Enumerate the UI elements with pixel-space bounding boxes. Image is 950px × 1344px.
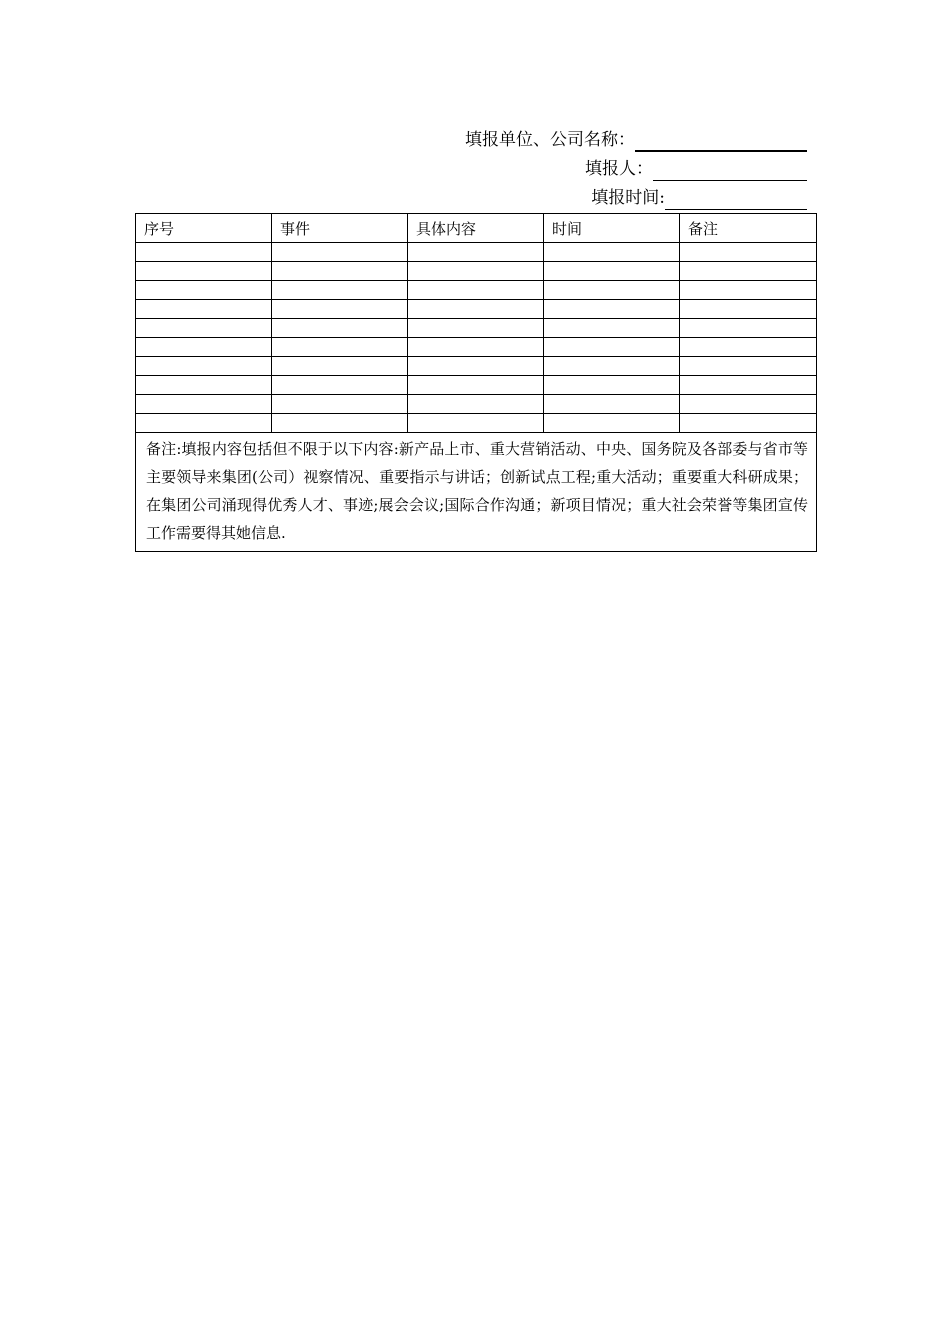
- table-cell-event[interactable]: [272, 319, 408, 338]
- table-cell-serial[interactable]: [136, 243, 272, 262]
- table-cell-serial[interactable]: [136, 395, 272, 414]
- table-row: [136, 300, 817, 319]
- table-body: [136, 243, 817, 433]
- table-row: [136, 243, 817, 262]
- table-cell-remarks[interactable]: [680, 376, 817, 395]
- table-cell-time[interactable]: [544, 319, 680, 338]
- table-cell-event[interactable]: [272, 281, 408, 300]
- table-cell-time[interactable]: [544, 357, 680, 376]
- column-header-content: 具体内容: [408, 214, 544, 243]
- table-cell-content[interactable]: [408, 281, 544, 300]
- table-cell-remarks[interactable]: [680, 338, 817, 357]
- table-cell-serial[interactable]: [136, 281, 272, 300]
- table-cell-time[interactable]: [544, 395, 680, 414]
- report-time-blank[interactable]: [665, 191, 807, 210]
- note-text: 备注:填报内容包括但不限于以下内容:新产品上市、重大营销活动、中央、国务院及各部委与省市等主要领导来集团(公司）视察情况、重要指示与讲话；创新试点工程;重大活动；重要重大科研成果；在集团公司涌现得优秀人才、事迹;展会会议;国际合作沟通；新项目情况；重大社会荣誉等集团宣传工作需要得其她信息.: [136, 433, 817, 552]
- column-header-serial: 序号: [136, 214, 272, 243]
- table-cell-content[interactable]: [408, 338, 544, 357]
- table-cell-event[interactable]: [272, 338, 408, 357]
- table-header-row: [136, 214, 817, 243]
- table-cell-serial[interactable]: [136, 300, 272, 319]
- table-cell-content[interactable]: [408, 319, 544, 338]
- table-cell-remarks[interactable]: [680, 319, 817, 338]
- table-cell-event[interactable]: [272, 243, 408, 262]
- table-cell-event[interactable]: [272, 376, 408, 395]
- table-cell-content[interactable]: [408, 243, 544, 262]
- table-cell-remarks[interactable]: [680, 262, 817, 281]
- table-cell-serial[interactable]: [136, 319, 272, 338]
- note-row: [136, 433, 817, 552]
- company-name-line: [465, 128, 807, 152]
- table-row: [136, 357, 817, 376]
- table-row: [136, 319, 817, 338]
- company-name-label: 填报单位、公司名称：: [465, 130, 635, 150]
- reporter-label: 填报人：: [585, 159, 653, 179]
- table-cell-time[interactable]: [544, 376, 680, 395]
- table-cell-time[interactable]: [544, 414, 680, 433]
- table-cell-event[interactable]: [272, 262, 408, 281]
- reporter-blank[interactable]: [653, 162, 807, 181]
- table-cell-serial[interactable]: [136, 357, 272, 376]
- table-cell-event[interactable]: [272, 300, 408, 319]
- table-row: [136, 338, 817, 357]
- table-cell-remarks[interactable]: [680, 357, 817, 376]
- table-cell-time[interactable]: [544, 243, 680, 262]
- table-row: [136, 376, 817, 395]
- table-cell-remarks[interactable]: [680, 395, 817, 414]
- column-header-time: 时间: [544, 214, 680, 243]
- table-row: [136, 395, 817, 414]
- table-cell-remarks[interactable]: [680, 414, 817, 433]
- table-cell-time[interactable]: [544, 338, 680, 357]
- table-cell-remarks[interactable]: [680, 243, 817, 262]
- table-row: [136, 414, 817, 433]
- table-cell-serial[interactable]: [136, 338, 272, 357]
- table-cell-remarks[interactable]: [680, 281, 817, 300]
- table-cell-content[interactable]: [408, 357, 544, 376]
- table-cell-event[interactable]: [272, 395, 408, 414]
- column-header-remarks: 备注: [680, 214, 817, 243]
- table-cell-event[interactable]: [272, 357, 408, 376]
- table-cell-content[interactable]: [408, 300, 544, 319]
- table-row: [136, 262, 817, 281]
- table-row: [136, 281, 817, 300]
- table-cell-time[interactable]: [544, 281, 680, 300]
- table-cell-event[interactable]: [272, 414, 408, 433]
- table-cell-content[interactable]: [408, 414, 544, 433]
- report-time-line: [591, 186, 807, 210]
- report-time-label: 填报时间:: [591, 188, 665, 208]
- report-table: [135, 213, 817, 552]
- table-cell-remarks[interactable]: [680, 300, 817, 319]
- table-cell-content[interactable]: [408, 395, 544, 414]
- company-name-blank[interactable]: [635, 132, 807, 152]
- table-cell-serial[interactable]: [136, 262, 272, 281]
- table-cell-content[interactable]: [408, 262, 544, 281]
- table-cell-serial[interactable]: [136, 414, 272, 433]
- column-header-event: 事件: [272, 214, 408, 243]
- table-cell-time[interactable]: [544, 262, 680, 281]
- table-cell-time[interactable]: [544, 300, 680, 319]
- table-cell-content[interactable]: [408, 376, 544, 395]
- reporter-line: [585, 157, 807, 181]
- table-cell-serial[interactable]: [136, 376, 272, 395]
